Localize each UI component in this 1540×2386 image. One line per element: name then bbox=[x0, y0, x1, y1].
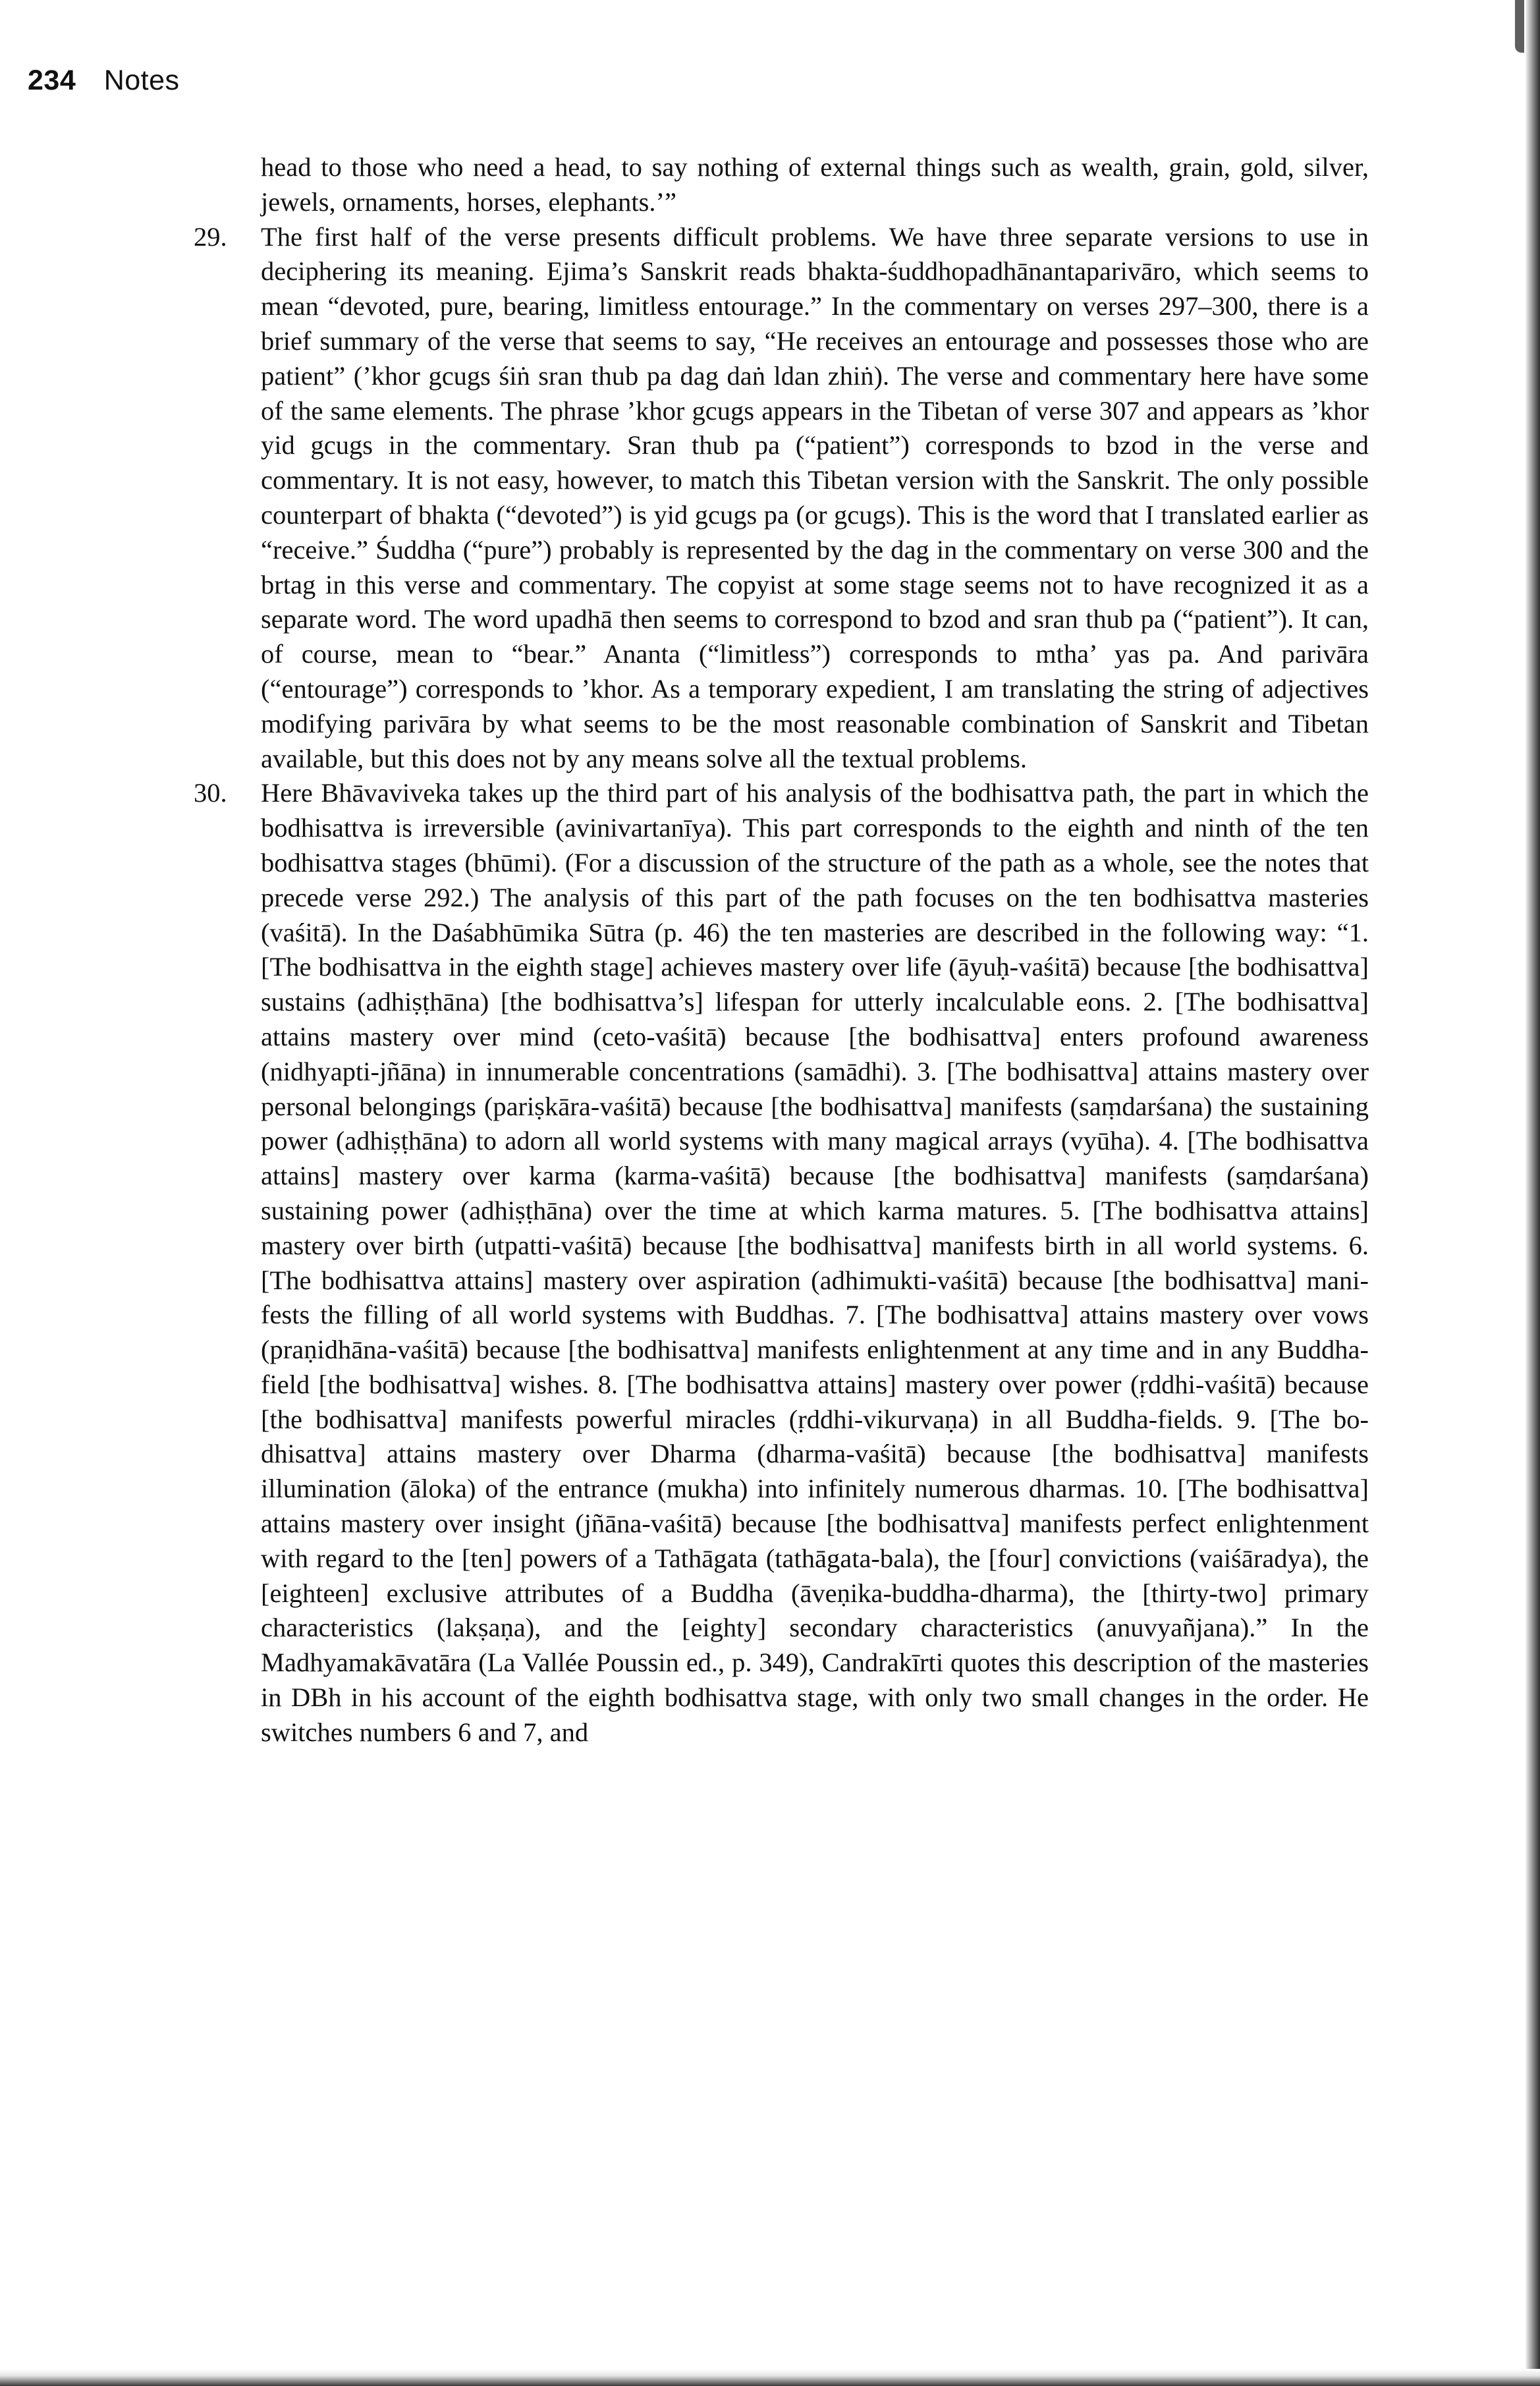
page-number: 234 bbox=[28, 65, 76, 96]
note-29 bbox=[194, 220, 1369, 777]
note-30 bbox=[194, 776, 1369, 1750]
note-text: Here Bhāvaviveka takes up the third part of his analysis of the bodhisattva path, the part in which the bodhisattva is irreversible (avinivartanīya). This part corresponds to the eighth and ninth of the ten bodhisattva stages (bhūmi). (For a discussion of the structure of the path as a whole, see the notes that precede verse 292.) The analysis of this part of the path focuses on the ten bodhisattva masteries (vaśitā). In the Daśabhūmika Sūtra (p. 46) the ten masteries are described in the following way: “1. [The bodhisattva in the eighth stage] achieves mastery over life (āyuḥ-vaśitā) because [the bodhisattva] sustains (adhiṣṭhāna) [the bodhisattva’s] lifespan for utterly incalculable eons. 2. [The bodhisattva] attains mastery over mind (ceto-vaśitā) because [the bodhisattva] enters profound awareness (nidhyapti-jñāna) in innumerable concentrations (samādhi). 3. [The bodhisattva] attains mastery over personal belongings (pariṣkāra-vaśitā) because [the bodhisattva] manifests (saṃdarśana) the sustaining power (adhiṣṭhāna) to adorn all world systems with many magical arrays (vyūha). 4. [The bodhisattva attains] mastery over karma (karma-vaśitā) because [the bodhisattva] manifests (saṃdarśana) sustaining power (adhiṣṭhāna) over the time at which karma matures. 5. [The bodhisattva attains] mastery over birth (utpatti-vaśitā) because [the bodhisattva] manifests birth in all world systems. 6. [The bodhisattva attains] mastery over aspiration (adhimukti-vaśitā) because [the bodhisattva] manifests the filling of all world systems with Buddhas. 7. [The bodhisattva] attains mastery over vows (praṇidhāna-vaśitā) because [the bodhisattva] manifests enlightenment at any time and in any Buddha-field [the bodhisattva] wishes. 8. [The bodhisattva attains] mastery over power (ṛddhi-vaśitā) because [the bodhisattva] manifests powerful miracles (ṛddhi-vikurvaṇa) in all Buddha-fields. 9. [The bodhisattva] attains mastery over Dharma (dharma-vaśitā) because [the bodhisattva] manifests illumination (āloka) of the entrance (mukha) into infinitely numerous dharmas. 10. [The bodhisattva] attains mastery over insight (jñāna-vaśitā) because [the bodhisattva] manifests perfect enlightenment with regard to the [ten] powers of a Tathāgata (tathāgata-bala), the [four] convictions (vaiśāradya), the [eighteen] exclusive attributes of a Buddha (āveṇika-buddha-dharma), the [thirty-two] primary characteristics (lakṣaṇa), and the [eighty] secondary characteristics (anuvyañjana).” In the Madhyamakāvatāra (La Vallée Poussin ed., p. 349), Candrakīrti quotes this description of the masteries in DBh in his account of the eighth bodhisattva stage, with only two small changes in the order. He switches numbers 6 and 7, and bbox=[261, 778, 1369, 1747]
scan-edge-bottom bbox=[0, 2369, 1540, 2386]
note-text: The first half of the verse presents difficult problems. We have three separate versions to use in deciphering its meaning. Ejima’s Sanskrit reads bhakta-śuddhopadhānantaparivāro, which seems to mean “devoted, pure, bearing, limitless entourage.” In the commentary on verses 297–300, there is a brief summary of the verse that seems to say, “He receives an entourage and possesses those who are patient” (’khor gcugs śiṅ sran thub pa dag daṅ ldan zhiṅ). The verse and commentary here have some of the same elements. The phrase ’khor gcugs appears in the Tibetan of verse 307 and appears as ’khor yid gcugs in the commentary. Sran thub pa (“patient”) corresponds to bzod in the verse and commentary. It is not easy, however, to match this Tibetan version with the Sanskrit. The only possible counterpart of bhakta (“devoted”) is yid gcugs pa (or gcugs). This is the word that I translated earlier as “receive.” Śuddha (“pure”) probably is represented by the dag in the commentary on verse 300 and the brtag in this verse and commentary. The copyist at some stage seems not to have recognized it as a separate word. The word upadhā then seems to correspond to bzod and sran thub pa (“patient”). It can, of course, mean to “bear.” Ananta (“limitless”) corresponds to mtha’ yas pa. And parivāra (“entourage”) corresponds to ’khor. As a temporary expedient, I am translating the string of adjectives modifying parivāra by what seems to be the most reasonable combination of Sanskrit and Tibetan available, but this does not by any means solve all the textual problems. bbox=[261, 221, 1369, 773]
notes-body bbox=[194, 150, 1369, 1750]
section-title: Notes bbox=[103, 65, 180, 96]
running-head bbox=[28, 65, 180, 97]
scan-edge-right bbox=[1526, 0, 1540, 2386]
note-text: head to those who need a head, to say nothing of external things such as wealth, grain, gold, silver, jewels, ornaments, horses, elephants.’” bbox=[261, 152, 1369, 217]
note-number: 29. bbox=[194, 221, 227, 252]
note-28-continuation bbox=[261, 150, 1369, 220]
note-number: 30. bbox=[194, 778, 227, 808]
